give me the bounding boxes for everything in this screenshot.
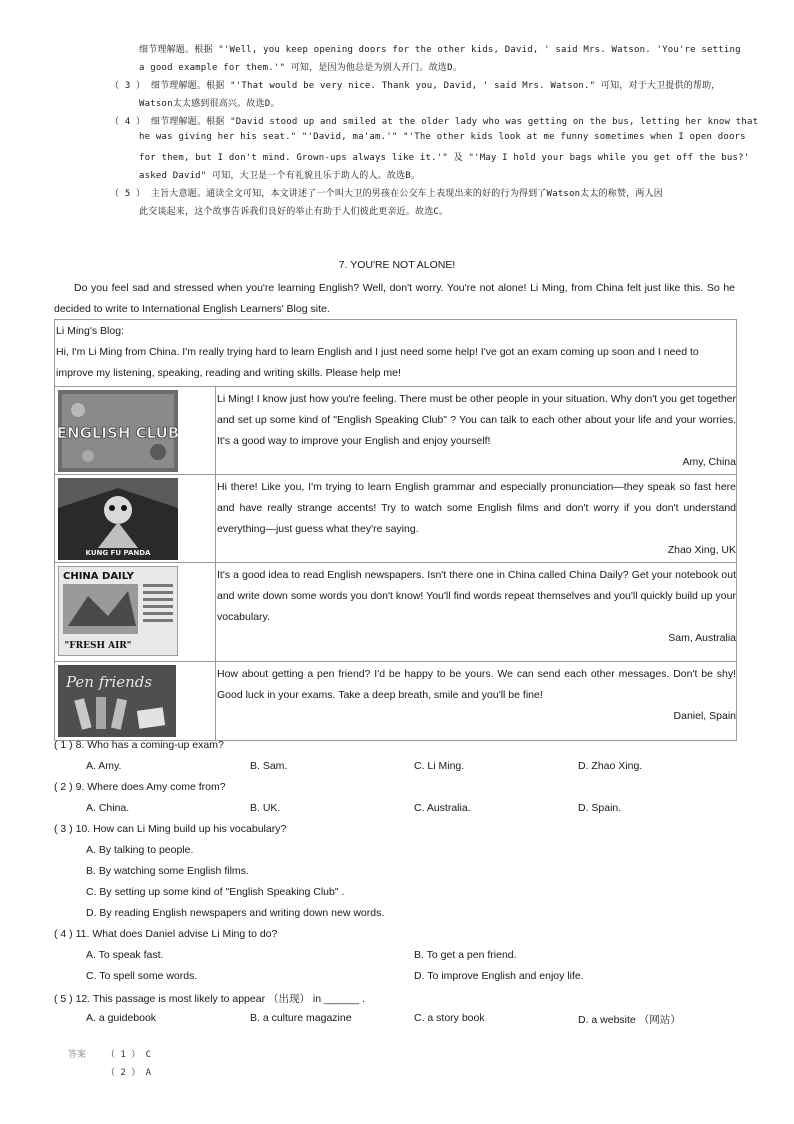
reply-text-cell — [216, 662, 736, 740]
question-option: D. Spain. — [578, 802, 622, 814]
blog-label: Li Ming's Blog: — [56, 325, 124, 337]
question-option: C. Li Ming. — [414, 760, 465, 772]
question-option: C. To spell some words. — [86, 970, 198, 982]
pen-friends-image-text: Pen friends — [66, 673, 153, 691]
blog-text: Hi, I'm Li Ming from China. I'm really trying hard to learn English and I just need some help! I've got an exam coming up soon and I need to improve my listening, speaking, reading and writing skills. Please help me! — [56, 346, 699, 379]
question-option: C. Australia. — [414, 802, 471, 814]
explanation-line: a good example for them.'" 可知，是因为他总是为别人开门。故选D。 — [139, 63, 462, 73]
answer-item: （ 1 ） C — [106, 1050, 152, 1060]
fresh-air-image-text: "FRESH AIR" — [64, 641, 132, 651]
reply-row — [55, 387, 736, 475]
question-stem: ( 2 ) 9. Where does Amy come from? — [54, 781, 226, 793]
question-stem: ( 4 ) 11. What does Daniel advise Li Ming to do? — [54, 928, 278, 940]
question-option: B. To get a pen friend. — [414, 949, 517, 961]
passage-title: 7. YOU'RE NOT ALONE! — [338, 259, 456, 271]
explanation-line: （ 3 ） 细节理解题。根据 "'That would be very nice. Thank you, David, ' said Mrs. Watson." 可知，对于大卫提供的帮助， — [110, 81, 721, 91]
reply-author: Amy, China — [682, 456, 736, 468]
question-option: D. a website （网站） — [578, 1014, 681, 1026]
question-option: A. To speak fast. — [86, 949, 164, 961]
question-option: A. Amy. — [86, 760, 122, 772]
question-option: A. a guidebook — [86, 1012, 157, 1024]
english-club-image — [58, 390, 178, 472]
reply-text: How about getting a pen friend? I'd be happy to be yours. We can send each other messages. Don't be shy! Good luck in your exams. Take a deep breath, smile and you'll be fine! — [217, 668, 736, 701]
reply-author: Daniel, Spain — [673, 710, 736, 722]
english-club-image-text: ENGLISH CLUB — [58, 424, 178, 442]
china-daily-newspaper-image — [58, 566, 178, 656]
reply-author: Zhao Xing, UK — [667, 544, 736, 556]
explanation-line: he was giving her his seat." "'David, ma'am.'" "'The other kids look at me funny sometimes when I open doors — [139, 132, 746, 142]
reply-text: Li Ming! I know just how you're feeling. There must be other people in your situation. Why don't you get together and set up some kind of "English Speaking Club" ? You can talk to each other about your life and your worries. It's a good way to improve your English and enjoy yourself! — [217, 393, 736, 447]
reply-text-cell — [216, 475, 736, 562]
pen-friends-image — [58, 665, 176, 737]
question-option: B. a culture magazine — [250, 1012, 352, 1024]
reply-image-cell — [55, 563, 216, 661]
question-option: B. UK. — [250, 802, 281, 814]
question-option: A. By talking to people. — [86, 844, 194, 856]
reply-row — [55, 475, 736, 563]
question-option: D. To improve English and enjoy life. — [414, 970, 584, 982]
question-option: D. Zhao Xing. — [578, 760, 643, 772]
answer-label: 答案 — [68, 1050, 87, 1060]
reply-row — [55, 662, 736, 741]
blog-table — [54, 319, 737, 741]
question-option: A. China. — [86, 802, 130, 814]
question-option: D. By reading English newspapers and writing down new words. — [86, 907, 385, 919]
blog-header — [55, 320, 736, 387]
reply-row — [55, 563, 736, 662]
reply-author: Sam, Australia — [668, 632, 736, 644]
reply-text: Hi there! Like you, I'm trying to learn English grammar and especially pronunciation—they speak so fast here and have really strange accents! Try to watch some English films and don't worry if you don't understand everything—just guess what they're saying. — [217, 481, 736, 535]
reply-text-cell — [216, 563, 736, 661]
explanation-line: （ 4 ） 细节理解题。根据 "David stood up and smiled at the older lady who was getting on the bus, letting her know that — [110, 117, 759, 127]
question-stem: ( 1 ) 8. Who has a coming-up exam? — [54, 739, 224, 751]
explanation-line: Watson太太感到很高兴。故选D。 — [139, 99, 280, 109]
question-option: C. By setting up some kind of "English Speaking Club" . — [86, 886, 345, 898]
question-option: B. Sam. — [250, 760, 288, 772]
kung-fu-panda-image — [58, 478, 178, 560]
reply-image-cell — [55, 387, 216, 474]
reply-text: It's a good idea to read English newspapers. Isn't there one in China called China Daily? Get your notebook out and write down some words you don't know! You'll find words repeat themselves and you'll quickly build up your vocabulary. — [217, 569, 736, 623]
reply-text-cell — [216, 387, 736, 474]
question-option: C. a story book — [414, 1012, 485, 1024]
explanation-line: 此交谈起来，这个故事告诉我们良好的举止有助于人们彼此更亲近。故选C。 — [139, 207, 449, 217]
explanation-line: asked David" 可知，大卫是一个有礼貌且乐于助人的人。故选B。 — [139, 171, 421, 181]
question-option: B. By watching some English films. — [86, 865, 249, 877]
china-daily-image-text: CHINA DAILY — [63, 571, 134, 582]
answer-item: （ 2 ） A — [106, 1068, 152, 1078]
explanation-line: for them, but I don't mind. Grown-ups always like it.'" 及 "'May I hold your bags while you get off the bus?' — [139, 153, 750, 163]
explanation-line: （ 5 ） 主旨大意题。通读全文可知，本文讲述了一个叫大卫的男孩在公交车上表现出来的好的行为得到了Watson太太的称赞，两人因 — [110, 189, 663, 199]
kung-fu-panda-image-text: KUNG FU PANDA — [85, 549, 151, 557]
passage-intro: Do you feel sad and stressed when you're learning English? Well, don't worry. You're not alone! Li Ming, from China felt just like this. So he decided to write to International English Learners' Blog site. — [54, 282, 735, 315]
reply-image-cell — [55, 662, 216, 740]
question-stem: ( 5 ) 12. This passage is most likely to appear （出现） in ______ . — [54, 993, 365, 1005]
reply-image-cell — [55, 475, 216, 562]
explanation-line: 细节理解题。根据 "'Well, you keep opening doors for the other kids, David, ' said Mrs. Watson. 'You're setting — [139, 45, 741, 55]
question-stem: ( 3 ) 10. How can Li Ming build up his vocabulary? — [54, 823, 287, 835]
